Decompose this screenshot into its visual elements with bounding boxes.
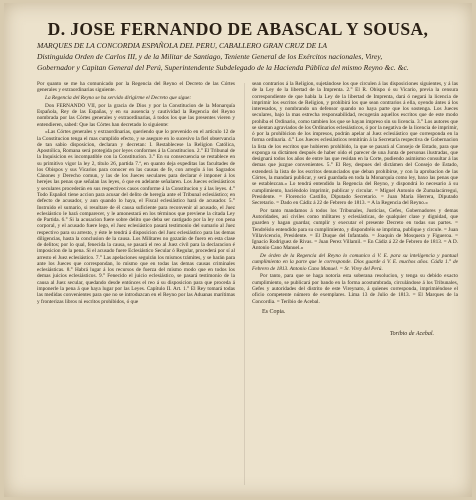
paragraph: Por tanto mandamos á todos los Tribunales, Justicias, Gefes, Gobernadores y demas Autoridades, así civiles como militares y eclesiásticas, de qualquier clase y dignidad, que guarden y hagan guardar, cumplir y executar el presente Decreto en todas sus partes. = Tendréislo entendido para su cumplimiento, y dispondréis se imprima, publique y circule. = Juan Villavicencio, Presidente. = El Duque del Infantado. = Joaquin de Mosquera y Figueroa. = Ignacio Rodriguez de Rivas. = Juan Perez Villamil. = En Cádiz á 22 de Febrero de 1813. = A D. Antonio Cano Manuel.»	[252, 207, 458, 252]
signature: Toribio de Acebal.	[389, 331, 434, 338]
paragraph: sean contrarios á la Religion, sujetándose los que circulen á las disposiciones siguientes, y á las de la Ley de la libertad de la Imprenta. 2.° El R. Obispo ó su Vicario, previa la censura correspondiente de que habla la Ley de la libertad de Imprenta, dará ó negará la licencia de imprimir los escritos de Religion, y prohibirá los que sean contrarios á ella, oyendo ántes á los interesados, y nombrando un defensor quando no haya parte que los sostenga. Los Jueces seculares, bajo la mas estrecha responsabilidad, recogerán aquellos escritos que de este modo prohíba el Ordinario, como tambien los que se hayan impreso sin su licencia. 3.° Los autores que se sientan agraviados de los Ordinarios eclesiásticos, ó por la negativa de la licencia de imprimir, ó por la prohibicion de los impresos, podrán apelar al Juez eclesiástico que corresponda en la forma ordinaria. 4.° Los Jueces eclesiásticos remitirán á la Secretaría respectiva de Gobernacion la lista de los escritos que hubieren prohibido, la que se pasará al Consejo de Estado, para que exponga su dictámen después de haber oido el parecer de una Junta de personas ilustradas, que designará todos los años de entre las que residan en la Corte, pudiendo asimismo consultar á las demas que juzgue convenientes. 5.° El Rey, despues del dictámen del Consejo de Estado, extenderá la lista de los escritos denunciados que deban prohibirse, y con la aprobacion de las Córtes, la mandará publicar, y será guardada en toda la Monarquía como ley, baxo las penas que se establezcan.» Lo tendrá entendido la Regencia del Reyno, y dispondrá lo necesario á su cumplimiento, haciéndolo imprimir, publicar y circular. = Miguel Antonio de Zumalacárregui, Presidente. = Florencio Castillo, Diputado Secretario. = Juan María Herrera, Diputado Secretario. = Dado en Cádiz á 22 de Febrero de 1813. = A la Regencia del Reyno.»	[252, 81, 458, 207]
paragraph: «Las Córtes generales y extraordinarias, queriendo que lo prevenido en el artículo 12 de la Constitucion tenga el mas cumplido efecto, y se asegure en lo sucesivo la fiel observancia de tan sabio disposicion, declaran y decretan: I. Restablecese la Religion Católica, Apostólica, Romana será protegida por leyes conformes á la Constitucion. 2.° El Tribunal de la Inquisicion es incompatible con la Constitucion. 3.° En su consecuencia se restablece en su primitivo vigor la ley 2, título 26, partida 7.ª, en quanto deja expeditas las facultades de los Obispos y sus Vicarios para conocer en las causas de fe, con arreglo á los Sagrados Cánones y Derecho comun, y las de los Jueces seculares para declarar é imponer á los herejes las penas que señalan las leyes, ó que en adelante señalaren. Los Jueces eclesiásticos y seculares procederán en sus respectivos casos conforme á la Constitucion y á las leyes. 4.° Todo Español tiene accion para acusar del delito de heregía ante el Tribunal eclesiástico; en defecto de acusador, y aun quando lo haya, el Fiscal eclesiástico hará de acusador. 5.° Instruido el sumario, si resultare de él causa suficiente para reconvenir al acusado, el Juez eclesiástico le hará comparecer, y le amonestará en los términos que previene la citada Ley de Partida. 6.° Si la acusacion fuere sobre delito que deba ser castigado por la ley con pena corporal, y el acusado fuere lego, el Juez eclesiástico pasará testimonio del sumario al Juez respectivo para su arresto, y éste le tendrá á disposicion del Juez eclesiástico para las demas diligencias, hasta la conclusion de la causa. Los Militares no gozarán de fuero en esta clase de delitos; por lo qual, fenecida la causa, se pasará el reo al Juez civil para la declaracion é imposicion de la pena. Si el acusado fuere Eclesiástico Secular ó Regular, procederá por sí al arresto el Juez eclesiástico. 7.° Las apelaciones seguirán los mismos trámites, y se harán para ante los Jueces que correspondan, lo mismo que en todas las demas causas criminales eclesiásticas. 8.° Habrá lugar á los recursos de fuerza del mismo modo que en todos los demas juicios eclesiásticos. 9.° Fenecido el juicio eclesiástico, se pasará testimonio de la causa al Juez secular, quedando desde entónces el reo á su disposicion para que proceda á imponerle la pena á que haya lugar por las Leyes. Capítulo II. Art. 1.° El Rey tomará todas las medidas convenientes para que no se introduzcan en el Reyno por las Aduanas marítimas y fronterizas libros ni escritos prohibidos, ó que	[37, 129, 235, 305]
header-line-1: MARQUES DE LA CONCORDIA ESPAÑOLA DEL PERU, CABALLERO GRAN CRUZ DE LA	[37, 41, 327, 50]
copy-note: Es Copia.	[262, 308, 286, 315]
page-title: D. JOSE FERNANDO DE ABASCAL Y SOUSA,	[47, 19, 429, 39]
column-divider	[244, 83, 245, 485]
document-page	[4, 3, 472, 497]
paragraph: La Regencia del Reyno se ha servido dirigirme el Decreto que sigue:	[45, 95, 192, 102]
title-header	[37, 40, 450, 73]
paragraph: De órden de la Regencia del Reyno lo comunico á V. E. para su inteligencia y puntual cumplimiento en la parte que le corresponde. Dios guarde á V. E. muchos años. Cádiz 1.° de Febrero de 1813. Antonio Cano Manuel. = Sr. Virey del Perú.	[252, 253, 458, 272]
header-line-3: Gobernador y Capitan General del Perú, Superintendente Subdelegado de la Hacienda Pública del mismo Reyno &c. &c.	[37, 63, 409, 73]
right-column	[252, 81, 458, 489]
paragraph: Don FERNANDO VII, por la gracia de Dios y por la Constitucion de la Monarquía Española, Rey de las Españas, y en su ausencia y cautividad la Regencia del Reyno nombrada por las Córtes generales y extraordinarias, á todos los que las presentes vieren y entendieren, sabed: Que las Córtes han decretado lo siguiente:	[37, 102, 235, 128]
header-line-2: Distinguida Orden de Carlos III, y de la Militar de Santiago, Teniente General de los Exércitos nacionales, Virey,	[37, 52, 383, 62]
left-column	[37, 81, 235, 489]
paragraph: Por quanto se me ha comunicado por la Regencia del Reyno el Decreto de las Córtes generales y extraordinarias siguiente.	[37, 81, 235, 94]
paragraph: Por tanto, para que se haga notoria esta soberana resolucion, y tenga su debido exacto cumplimiento, se publicará por bando en la forma acostumbrada, circulándose á los Tribunales, Gefes y autoridades del distrito de este Vireynato, á quienes corresponda, imprimiéndose el oficio competente número de exemplares. Lima 13 de Julio de 1813. = El Marques de la Concordia. = Teribio de Acebal.	[252, 273, 458, 305]
